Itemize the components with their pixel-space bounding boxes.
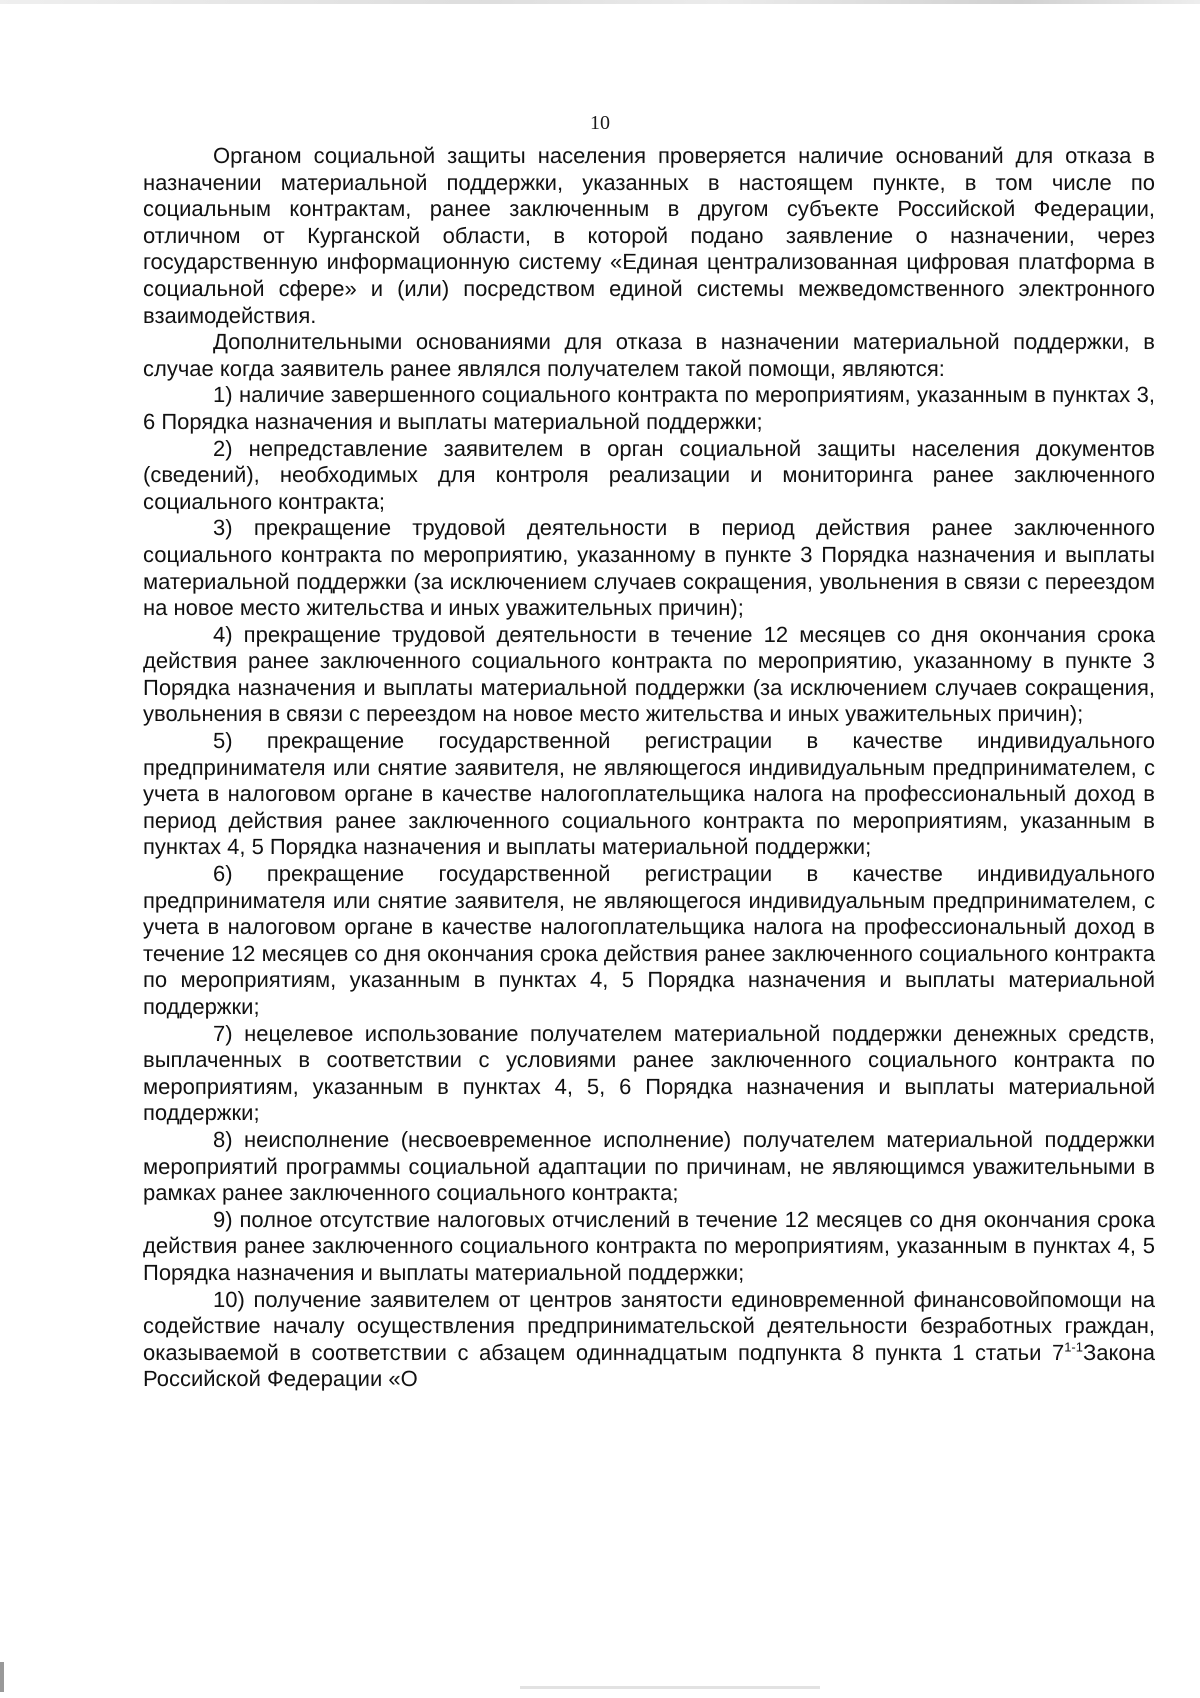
list-item-5: 5) прекращение государственной регистрации в качестве индивидуального предпринимателя или снятие заявителя, не являющегося индивидуальным предпринимателем, с учета в налоговом органе в качестве налогоплательщика налога на профессиональный доход в период действия ранее заключенного социального контракта по мероприятиям, указанным в пунктах 4, 5 Порядка назначения и выплаты материальной поддержки; bbox=[143, 728, 1155, 860]
list-item-6: 6) прекращение государственной регистрации в качестве индивидуального предпринимателя или снятие заявителя, не являющегося индивидуальным предпринимателем, с учета в налоговом органе в качестве налогоплательщика налога на профессиональный доход в течение 12 месяцев со дня окончания срока действия ранее заключенного социального контракта по мероприятиям, указанным в пунктах 4, 5 Порядка назначения и выплаты материальной поддержки; bbox=[143, 861, 1155, 1019]
list-item-10-text: 10) получение заявителем от центров занятости единовременной финансовойпомощи на содействие началу осуществления предпринимательской деятельности безработных граждан, оказываемой в соответствии с абзацем одиннадцатым подпункта 8 пункта 1 статьи 7 bbox=[143, 1286, 1155, 1365]
document-body bbox=[143, 143, 1155, 1393]
scan-edge-top bbox=[0, 0, 1200, 4]
list-item-4: 4) прекращение трудовой деятельности в течение 12 месяцев со дня окончания срока действия ранее заключенного социального контракта по мероприятию, указанному в пункте 3 Порядка назначения и выплаты материальной поддержки (за исключением случаев сокращения, увольнения в связи с переездом на новое место жительства и иных уважительных причин); bbox=[143, 621, 1155, 727]
list-item-10-continuation: Закона Российской Федерации «О bbox=[143, 1339, 1155, 1392]
article-superscript: 1-1 bbox=[1064, 1339, 1083, 1355]
list-item-10 bbox=[143, 1287, 1155, 1393]
scan-edge-bottom bbox=[520, 1686, 820, 1689]
scan-edge-left-mark bbox=[0, 1662, 4, 1692]
paragraph-additional-grounds: Дополнительными основаниями для отказа в назначении материальной поддержки, в случае когда заявитель ранее являлся получателем такой помощи, являются: bbox=[143, 329, 1155, 381]
list-item-9: 9) полное отсутствие налоговых отчислений в течение 12 месяцев со дня окончания срока действия ранее заключенного социального контракта по мероприятиям, указанным в пунктах 4, 5 Порядка назначения и выплаты материальной поддержки; bbox=[143, 1206, 1155, 1285]
list-item-1: 1) наличие завершенного социального контракта по мероприятиям, указанным в пунктах 3, 6 Порядка назначения и выплаты материальной поддержки; bbox=[143, 382, 1155, 434]
list-item-7: 7) нецелевое использование получателем материальной поддержки денежных средств, выплаченных в соответствии с условиями ранее заключенного социального контракта по мероприятиям, указанным в пунктах 4, 5, 6 Порядка назначения и выплаты материальной поддержки; bbox=[143, 1020, 1155, 1126]
page-number: 10 bbox=[590, 112, 610, 134]
list-item-3: 3) прекращение трудовой деятельности в период действия ранее заключенного социального контракта по мероприятию, указанному в пункте 3 Порядка назначения и выплаты материальной поддержки (за исключением случаев сокращения, увольнения в связи с переездом на новое место жительства и иных уважительных причин); bbox=[143, 515, 1155, 621]
list-item-8: 8) неисполнение (несвоевременное исполнение) получателем материальной поддержки мероприятий программы социальной адаптации по причинам, не являющимся уважительными в рамках ранее заключенного социального контракта; bbox=[143, 1126, 1155, 1206]
list-item-2: 2) непредставление заявителем в орган социальной защиты населения документов (сведений), необходимых для контроля реализации и мониторинга ранее заключенного социального контракта; bbox=[143, 435, 1155, 514]
paragraph-verification: Органом социальной защиты населения проверяется наличие оснований для отказа в назначении материальной поддержки, указанных в настоящем пункте, в том числе по социальным контрактам, ранее заключенным в другом субъекте Российской Федерации, отличном от Курганской области, в которой подано заявление о назначении, через государственную информационную систему «Единая централизованная цифровая платформа в социальной сфере» и (или) посредством единой системы межведомственного электронного взаимодействия. bbox=[143, 143, 1155, 328]
